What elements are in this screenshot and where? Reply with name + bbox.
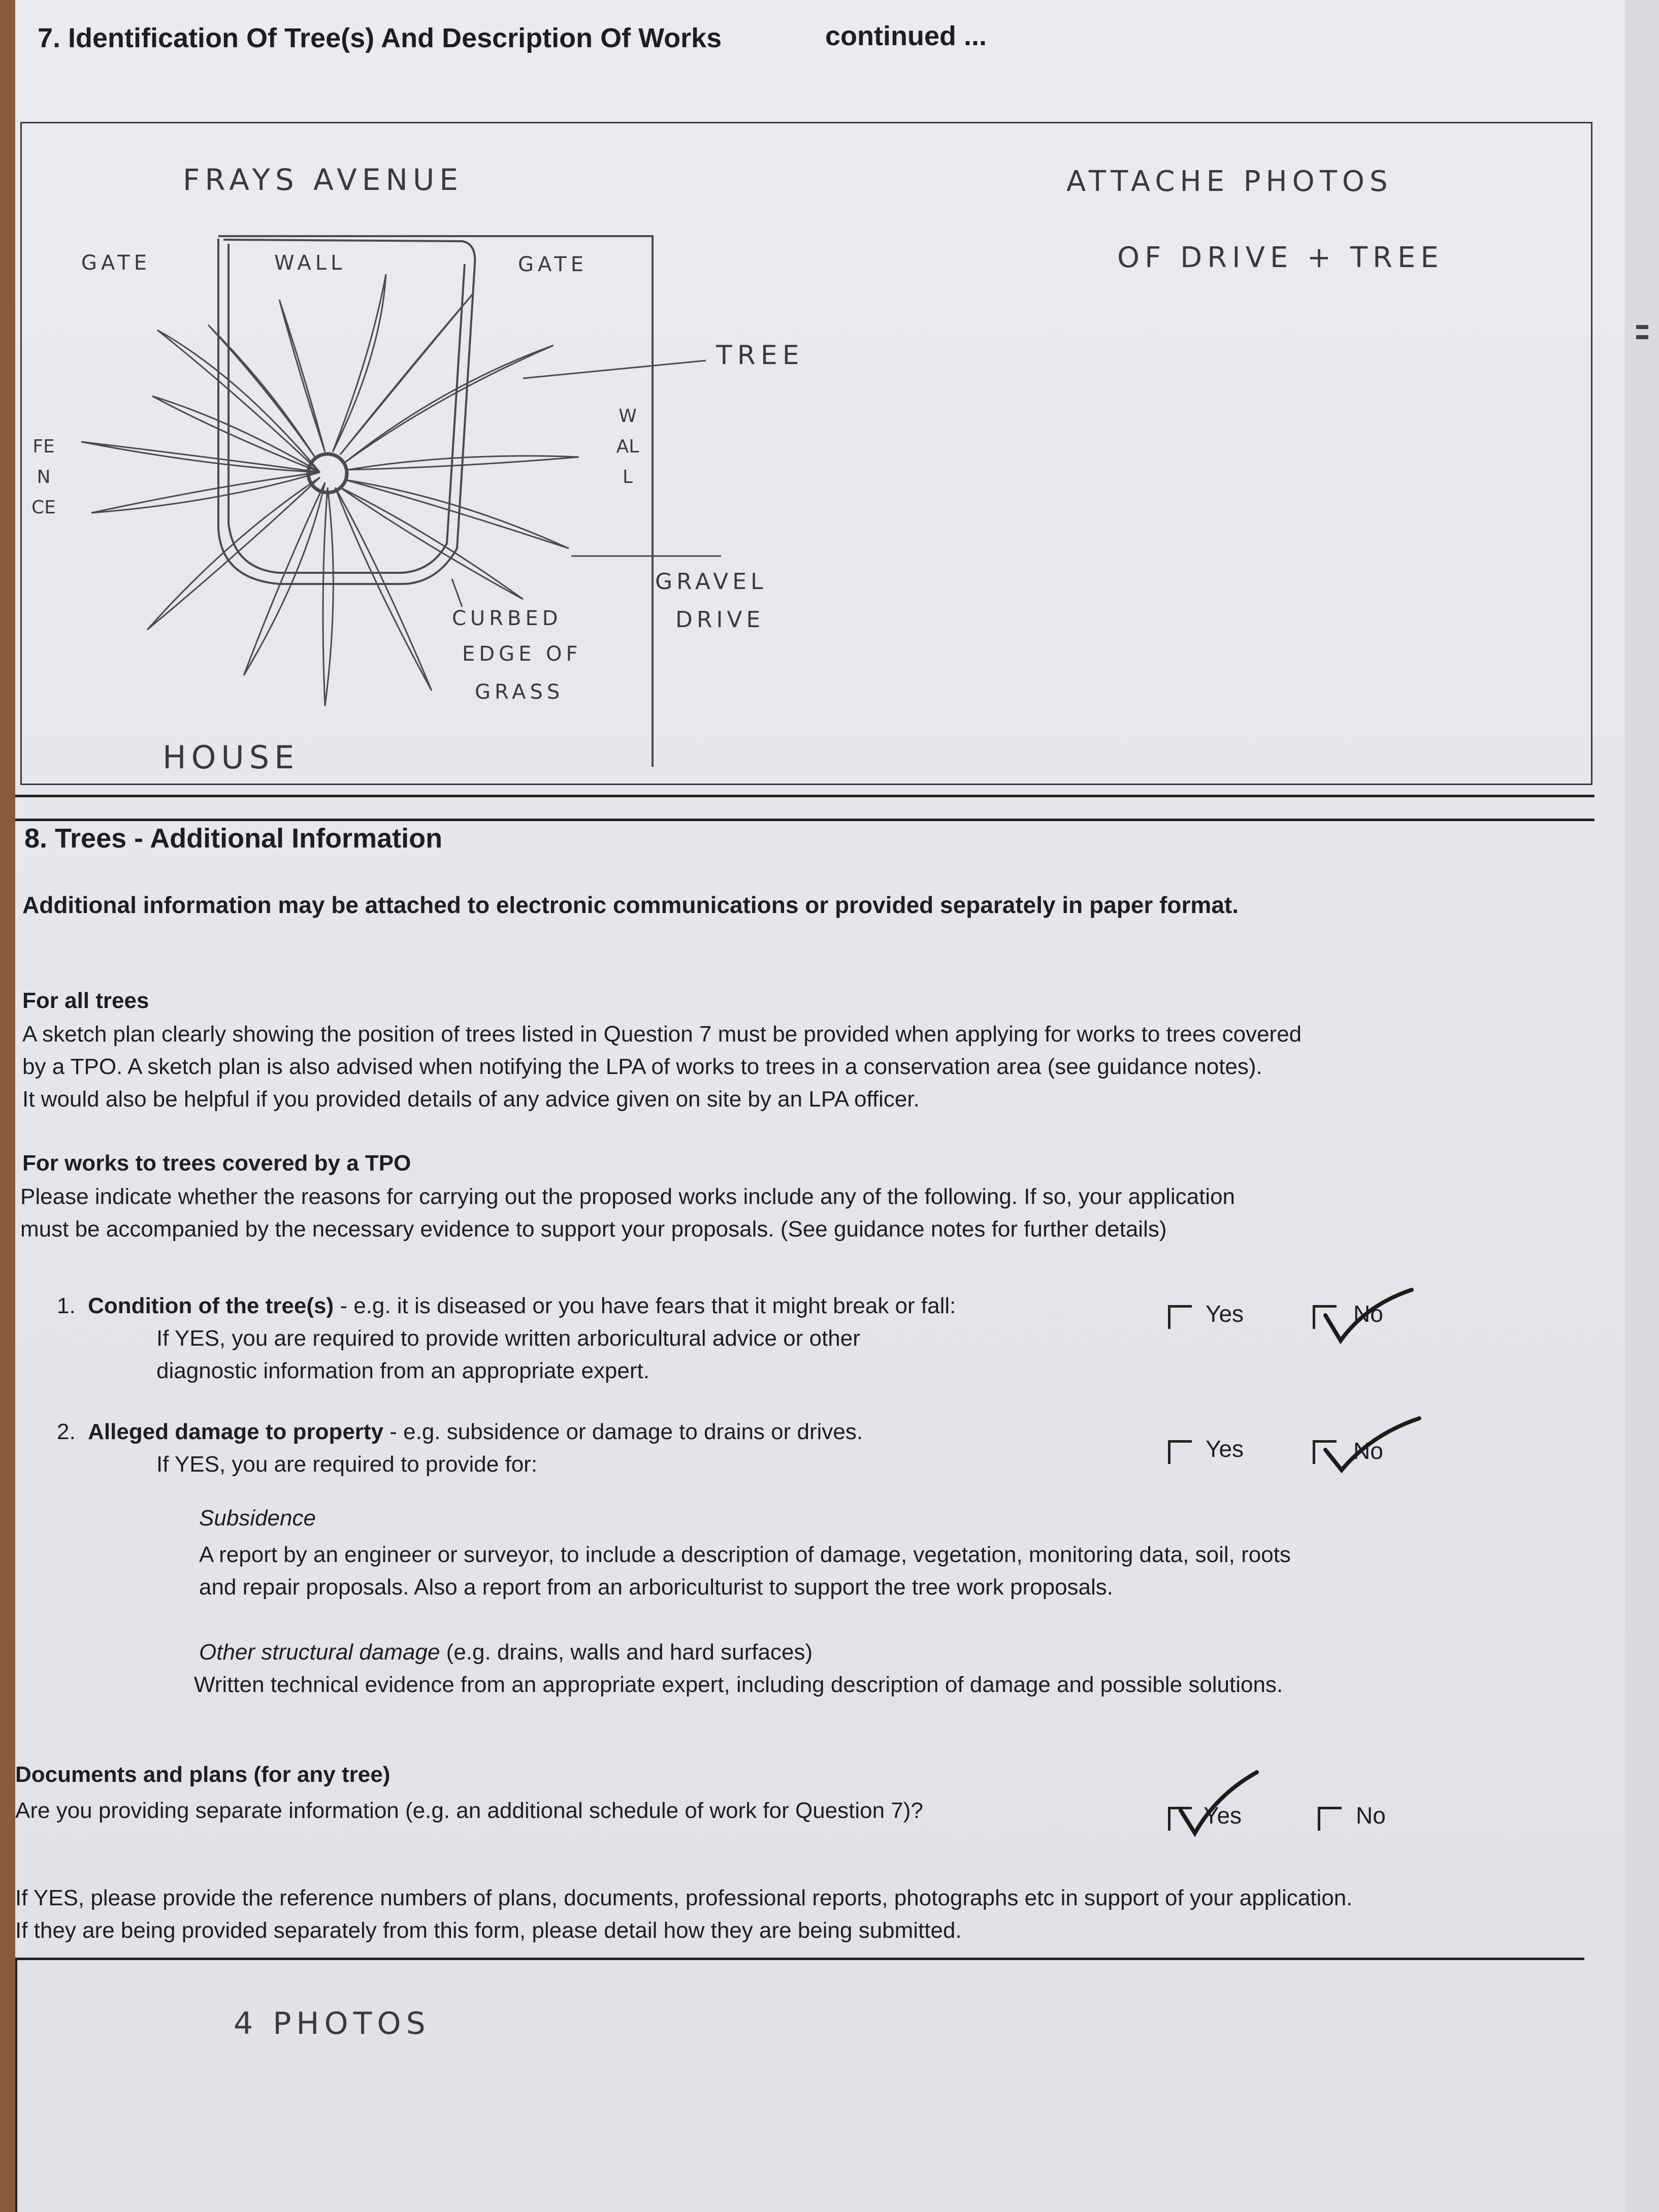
documents-handwritten-answer[interactable]: 4 PHOTOS — [234, 2006, 431, 2041]
sketch-gravel-label-2: DRIVE — [675, 607, 765, 633]
tpo-line2: must be accompanied by the necessary evidence to support your proposals. (See guidance notes for further details) — [20, 1217, 1167, 1242]
item1-yes-label: Yes — [1206, 1300, 1244, 1327]
documents-yes-label: Yes — [1203, 1802, 1242, 1829]
sketch-curbed-label-2: EDGE OF — [462, 642, 582, 666]
section8-title: 8. Trees - Additional Information — [24, 823, 443, 854]
all-trees-line2: by a TPO. A sketch plan is also advised when notifying the LPA of works to trees in a conservation area (see guidance notes). — [22, 1054, 1262, 1079]
sketch-house-label: HOUSE — [162, 739, 300, 776]
section-divider — [15, 819, 1595, 821]
other-structural-heading — [199, 1636, 812, 1669]
other-structural-line1: Written technical evidence from an appropriate expert, including description of damage and possible solutions. — [194, 1672, 1283, 1697]
documents-yes-tick-mark — [1176, 1765, 1277, 1841]
all-trees-line3: It would also be helpful if you provided details of any advice given on site by an LPA officer. — [22, 1087, 920, 1112]
all-trees-line1: A sketch plan clearly showing the position of trees listed in Question 7 must be provided when applying for works to trees covered — [22, 1022, 1302, 1047]
sketch-curbed-label-3: GRASS — [475, 680, 564, 704]
documents-no-checkbox[interactable] — [1318, 1807, 1342, 1831]
subsidence-line2: and repair proposals. Also a report from an arboriculturist to support the tree work proposals. — [199, 1575, 1114, 1600]
section7-continued: continued ... — [825, 21, 987, 51]
sketch-gravel-label-1: GRAVEL — [655, 569, 767, 595]
tree-canopy — [81, 274, 579, 706]
item1-line3: diagnostic information from an appropriate expert. — [156, 1358, 649, 1383]
documents-heading: Documents and plans (for any tree) — [15, 1762, 391, 1787]
section8-intro: Additional information may be attached to electronic communications or provided separately in paper format. — [22, 892, 1239, 918]
item1-line2: If YES, you are required to provide written arboricultural advice or other — [156, 1326, 860, 1351]
sketch-drawing — [15, 0, 1625, 792]
item1-heading — [57, 1290, 956, 1322]
documents-ref-line2: If they are being provided separately from this form, please detail how they are being submitted. — [15, 1918, 962, 1943]
sketch-note-line2: OF DRIVE + TREE — [1117, 241, 1444, 274]
item2-line2: If YES, you are required to provide for: — [156, 1452, 538, 1477]
item1-rest: - e.g. it is diseased or you have fears that it might break or fall: — [334, 1293, 956, 1318]
sketch-curbed-label-1: CURBED — [452, 607, 562, 630]
item2-number: 2. — [57, 1419, 76, 1444]
tpo-line1: Please indicate whether the reasons for carrying out the proposed works include any of the following. If so, your application — [20, 1184, 1235, 1209]
item1-bold: Condition of the tree(s) — [88, 1293, 334, 1318]
lawn-curbed-edge — [218, 239, 475, 584]
item2-yes-label: Yes — [1206, 1436, 1244, 1462]
form-page — [15, 0, 1625, 2212]
documents-question: Are you providing separate information (e.g. an additional schedule of work for Question 7)? — [15, 1798, 923, 1823]
sketch-street-label: FRAYS AVENUE — [183, 162, 463, 197]
section7-title: 7. Identification Of Tree(s) And Description Of Works — [38, 23, 722, 53]
sketch-fence-label: FENCE — [31, 436, 56, 518]
edge-mark — [1636, 335, 1648, 339]
sketch-gate-left-label: GATE — [81, 251, 151, 275]
item2-rest: - e.g. subsidence or damage to drains or drives. — [383, 1419, 863, 1444]
subsidence-heading: Subsidence — [199, 1506, 316, 1531]
answer-box-top — [15, 1958, 1584, 1960]
other-structural-rest: (e.g. drains, walls and hard surfaces) — [440, 1640, 813, 1665]
adjacent-page-edge — [1625, 0, 1659, 2212]
item1-no-tick-mark — [1320, 1280, 1422, 1351]
item2-no-label: No — [1353, 1438, 1383, 1464]
subsidence-line1: A report by an engineer or surveyor, to include a description of damage, vegetation, monitoring data, soil, roots — [199, 1542, 1291, 1567]
sketch-gate-right-label: GATE — [518, 253, 588, 276]
answer-box-left — [15, 1958, 17, 2212]
documents-no-label: No — [1356, 1802, 1386, 1829]
sketch-wall-top-label: WALL — [274, 251, 346, 275]
all-trees-heading: For all trees — [22, 988, 149, 1013]
item2-bold: Alleged damage to property — [88, 1419, 384, 1444]
sketch-note-line1: ATTACHE PHOTOS — [1066, 165, 1393, 198]
sketch-tree-label: TREE — [716, 340, 804, 371]
other-structural-italic: Other structural damage — [199, 1640, 440, 1665]
tpo-heading: For works to trees covered by a TPO — [22, 1151, 411, 1176]
item2-no-tick-mark — [1320, 1409, 1427, 1480]
curbed-pointer — [452, 579, 462, 607]
documents-ref-line1: If YES, please provide the reference numbers of plans, documents, professional reports, photographs etc in support of your application. — [15, 1885, 1353, 1910]
section-divider — [15, 795, 1595, 797]
item1-number: 1. — [57, 1293, 76, 1318]
item1-no-label: No — [1353, 1300, 1383, 1327]
item1-yes-checkbox[interactable] — [1168, 1305, 1192, 1329]
sketch-wall-side-label: WALL — [616, 406, 639, 487]
edge-mark — [1636, 325, 1648, 329]
item2-heading — [57, 1416, 863, 1448]
item2-yes-checkbox[interactable] — [1168, 1440, 1192, 1464]
tree-pointer — [523, 361, 706, 378]
